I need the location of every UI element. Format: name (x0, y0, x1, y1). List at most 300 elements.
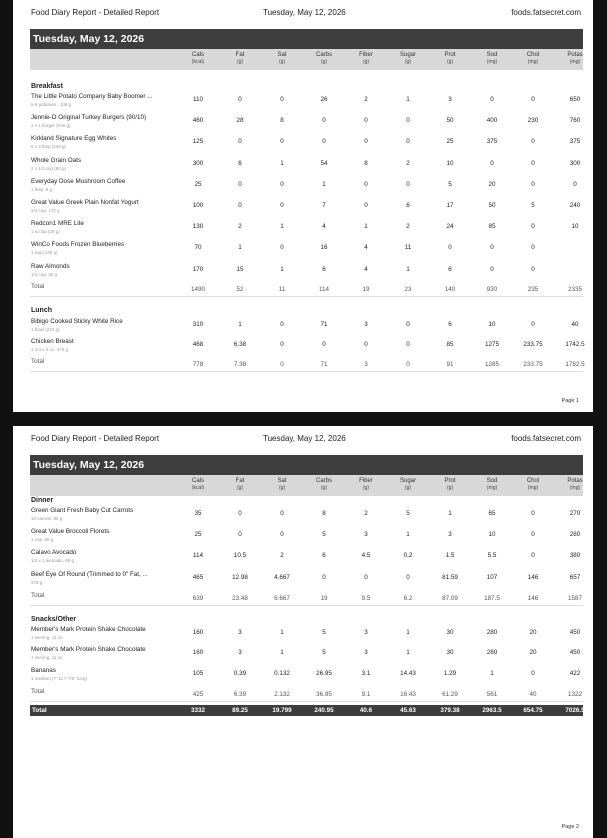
nutrient-value: 85 (488, 223, 496, 231)
column-name: Cals (191, 52, 204, 58)
nutrient-value: 1 (280, 649, 284, 656)
column-unit: (g) (320, 485, 328, 491)
nutrient-value: 6.2 (403, 595, 413, 602)
column-unit: (mg) (527, 485, 539, 491)
nutrient-value: 14.43 (400, 670, 416, 677)
nutrient-value: 25 (194, 531, 202, 538)
nutrient-value: 0 (448, 244, 452, 252)
nutrient-value: 15 (236, 265, 244, 273)
column-unit: (mg) (527, 59, 539, 65)
grand-total-label: Total (32, 707, 47, 714)
nutrient-value: 0 (238, 180, 242, 188)
column-header (302, 52, 346, 66)
nutrient-value: 3 (238, 649, 242, 656)
serving-size: 275 g (31, 580, 43, 585)
nutrient-value: 10 (488, 531, 496, 538)
nutrient-value: 0 (490, 159, 494, 167)
site-url: foods.fatsecret.com (511, 434, 581, 443)
section-title: Breakfast (31, 83, 63, 90)
serving-size: 4 1/4 x 4 oz, 476 g (31, 347, 69, 352)
nutrient-value: 10 (571, 223, 579, 231)
column-name: Prot (444, 52, 456, 58)
column-name: Sod (486, 478, 498, 484)
nutrient-value: 3 (364, 321, 368, 328)
nutrient-value: 0.39 (233, 670, 247, 677)
nutrient-value: 3 (448, 531, 452, 538)
site-url: foods.fatsecret.com (511, 8, 581, 17)
column-unit: (g) (446, 59, 454, 65)
column-header (176, 52, 220, 66)
nutrient-value: 1 (238, 321, 242, 328)
nutrient-value: 40 (529, 691, 537, 698)
nutrient-value: 1587 (567, 595, 582, 602)
column-name: Chol (526, 52, 540, 58)
nutrient-value: 0 (280, 321, 284, 328)
nutrient-value: 375 (569, 138, 581, 146)
nutrient-value: 422 (569, 670, 581, 677)
food-row (30, 646, 583, 667)
food-name: Kirkland Signature Egg Whites (31, 135, 117, 143)
column-unit: (g) (320, 59, 328, 65)
serving-size: 1/2 x 1 avocado, 68 g (31, 558, 75, 563)
page-header (31, 434, 581, 446)
nutrient-value: 0 (490, 244, 494, 252)
nutrient-value: 16.43 (400, 691, 416, 698)
day-bar: Tuesday, May 12, 2026 (30, 29, 583, 50)
nutrient-value: 0 (364, 341, 368, 348)
serving-size: 1 serving, 11 oz (31, 655, 63, 660)
grand-total-row (30, 705, 583, 716)
food-row (30, 263, 583, 284)
nutrient-value: 465 (192, 574, 204, 581)
nutrient-value: 0 (531, 159, 535, 167)
column-name: Carbs (315, 52, 332, 58)
nutrient-value: 30 (446, 629, 454, 636)
nutrient-value: 130 (192, 223, 204, 231)
food-name: Jennie-O Original Turkey Burgers (90/10) (31, 114, 147, 122)
nutrient-value: 0 (322, 138, 326, 146)
nutrient-value: 0 (280, 510, 284, 517)
column-name: Sat (277, 478, 287, 484)
column-unit: (g) (404, 485, 412, 491)
column-name: Sat (277, 52, 287, 58)
nutrient-value: 1 (406, 96, 410, 103)
report-page-1 (13, 0, 593, 412)
nutrient-value: 2 (406, 159, 410, 167)
grand-total-value: 2963.5 (482, 707, 502, 714)
grand-total-value: 379.38 (440, 707, 460, 714)
column-header (470, 478, 514, 492)
column-unit: (g) (404, 59, 412, 65)
nutrient-value: 5 (406, 510, 410, 517)
day-bar: Tuesday, May 12, 2026 (30, 455, 583, 476)
total-row (30, 358, 583, 372)
nutrient-value: 0 (531, 265, 535, 273)
nutrient-value: 0 (364, 117, 368, 125)
column-header (470, 52, 514, 66)
nutrient-value: 1.5 (445, 552, 455, 559)
nutrient-value: 3 (448, 96, 452, 103)
nutrient-value: 1 (364, 223, 368, 231)
section-title: Dinner (31, 497, 54, 504)
nutrient-value: 3 (238, 629, 242, 636)
column-header-row (30, 475, 583, 496)
nutrient-value: 6 (322, 552, 326, 559)
nutrient-value: 0 (531, 138, 535, 146)
column-unit: (g) (446, 485, 454, 491)
nutrient-value: 20 (488, 180, 496, 188)
nutrient-value: 26 (320, 96, 328, 103)
food-row (30, 318, 583, 339)
food-row (30, 571, 583, 592)
page-header (31, 8, 581, 20)
column-unit: (kcal) (191, 485, 205, 491)
food-name: Great Value Broccoli Florets (31, 528, 110, 535)
nutrient-value: 1 (490, 670, 494, 677)
column-unit: (kcal) (191, 59, 205, 65)
nutrient-value: 1322 (567, 691, 582, 698)
nutrient-value: 160 (192, 629, 204, 636)
nutrient-value: 0 (406, 341, 410, 348)
nutrient-value: 1490 (190, 286, 205, 293)
nutrient-value: 87.09 (442, 595, 458, 602)
nutrient-value: 170 (192, 265, 204, 273)
nutrient-value: 1 (280, 265, 284, 273)
nutrient-value: 160 (192, 649, 204, 656)
nutrient-value: 0 (280, 341, 284, 348)
nutrient-value: 0 (531, 321, 535, 328)
food-row (30, 199, 583, 220)
nutrient-value: 1 (406, 531, 410, 538)
nutrient-value: 25 (446, 138, 454, 146)
nutrient-value: 0 (364, 202, 368, 209)
nutrient-value: 6 (448, 321, 452, 328)
column-header (428, 52, 472, 66)
nutrient-value: 5.5 (487, 552, 497, 559)
nutrient-value: 0 (280, 202, 284, 209)
nutrient-value: 8 (280, 117, 284, 125)
nutrient-value: 5 (322, 531, 326, 538)
column-unit: (g) (278, 485, 286, 491)
column-name: Carbs (315, 478, 332, 484)
nutrient-value: 2 (406, 223, 410, 231)
nutrient-value: 0 (238, 531, 242, 538)
food-row (30, 220, 583, 241)
nutrient-value: 85 (446, 341, 454, 348)
serving-size: 1/4 cup, 30 g (31, 271, 58, 277)
food-name: Calavo Avocado (31, 549, 77, 556)
nutrient-value: 20 (529, 629, 537, 636)
nutrient-value: 1 (406, 265, 410, 273)
nutrient-value: 380 (569, 552, 581, 559)
nutrient-value: 1 (322, 180, 326, 188)
page-number: Page 2 (561, 824, 579, 830)
nutrient-value: 54 (320, 159, 328, 167)
serving-size: 1 cup, 85 g (31, 537, 54, 542)
nutrient-value: 639 (192, 595, 204, 602)
food-name: Member's Mark Protein Shake Chocolate (31, 626, 146, 633)
nutrient-value: 3 (364, 361, 368, 368)
nutrient-value: 70 (194, 244, 202, 252)
nutrient-value: 11 (404, 244, 412, 252)
food-name: Bananas (31, 667, 56, 674)
nutrient-value: 0 (531, 180, 535, 188)
nutrient-value: 235 (527, 286, 539, 293)
column-unit: (g) (362, 59, 370, 65)
nutrient-value: 146 (527, 574, 539, 581)
nutrient-value: 230 (527, 117, 539, 125)
nutrient-value: 6 (238, 159, 242, 167)
nutrient-value: 0 (280, 244, 284, 252)
nutrient-value: 930 (486, 286, 498, 293)
nutrient-value: 778 (192, 361, 204, 368)
column-name: Prot (444, 478, 456, 484)
nutrient-value: 270 (569, 510, 581, 517)
nutrient-value: 0.2 (403, 552, 413, 559)
nutrient-value: 0 (280, 531, 284, 538)
grand-total-value: 45.63 (400, 707, 416, 714)
nutrient-value: 187.5 (484, 595, 500, 602)
nutrient-value: 0 (531, 670, 535, 677)
nutrient-value: 50 (488, 202, 496, 209)
column-unit: (g) (278, 59, 286, 65)
nutrient-value: 310 (192, 321, 204, 328)
grand-total-value: 240.95 (314, 707, 334, 714)
nutrient-value: 0 (364, 574, 368, 581)
nutrient-value: 0 (573, 180, 577, 188)
nutrient-value: 1.29 (443, 670, 457, 677)
nutrient-value: 12.98 (232, 574, 248, 581)
nutrient-value: 0 (238, 138, 242, 146)
food-row (30, 135, 583, 156)
nutrient-value: 10 (488, 321, 496, 328)
column-name: Potas (567, 478, 583, 484)
nutrient-value: 25 (194, 180, 202, 188)
grand-total-value: 40.6 (359, 707, 373, 714)
nutrient-value: 0 (531, 531, 535, 538)
nutrient-value: 10 (446, 159, 454, 167)
nutrient-value: 0 (322, 574, 326, 581)
nutrient-value: 300 (192, 159, 204, 167)
nutrient-value: 233.75 (523, 361, 543, 368)
column-header (428, 478, 472, 492)
nutrient-value: 0 (490, 265, 494, 273)
nutrient-value: 52 (236, 286, 244, 293)
nutrient-value: 11 (278, 286, 286, 293)
serving-size: 1 cup (130 g) (31, 250, 58, 256)
column-name: Cals (191, 478, 204, 484)
nutrient-value: 8 (364, 159, 368, 167)
food-name: WinCo Foods Frozen Blueberries (31, 241, 125, 249)
column-name: Fat (235, 52, 245, 58)
nutrient-value: 6.38 (233, 341, 247, 348)
nutrient-value: 0 (280, 180, 284, 188)
serving-size: 1 scoop (29 g) (31, 229, 60, 235)
nutrient-value: 61.29 (442, 691, 458, 698)
report-page-2 (13, 426, 593, 838)
nutrient-value: 5 (448, 180, 452, 188)
nutrient-value: 0 (238, 510, 242, 517)
serving-size: 1 serving, 11 oz (31, 635, 63, 640)
nutrient-value: 280 (486, 629, 498, 636)
nutrient-value: 0 (364, 138, 368, 146)
nutrient-value: 0 (531, 552, 535, 559)
nutrient-value: 71 (320, 361, 328, 368)
nutrient-value: 36.95 (316, 691, 332, 698)
nutrient-value: 6 (322, 265, 326, 273)
nutrient-value: 2335 (567, 286, 582, 293)
nutrient-value: 146 (527, 595, 539, 602)
column-name: Potas (567, 52, 583, 58)
column-header (386, 52, 430, 66)
serving-size: 1 tbsp, 9 g (31, 186, 53, 192)
nutrient-value: 81.59 (442, 574, 458, 581)
nutrient-value: 114 (192, 552, 204, 559)
nutrient-value: 71 (320, 321, 328, 328)
nutrient-value: 20 (529, 649, 537, 656)
nutrient-value: 140 (444, 286, 456, 293)
nutrient-value: 4 (364, 244, 368, 252)
column-header (511, 478, 555, 492)
nutrient-value: 425 (192, 691, 204, 698)
nutrient-value: 450 (569, 649, 581, 656)
nutrient-value: 3 (364, 629, 368, 636)
food-name: Green Giant Fresh Baby Cut Carrots (31, 507, 134, 514)
column-name: Fat (235, 478, 245, 484)
nutrient-value: 105 (192, 670, 204, 677)
nutrient-value: 114 (318, 286, 330, 293)
column-header (553, 478, 593, 492)
food-row (30, 667, 583, 688)
food-name: Beef Eye Of Round (Trimmed to 0" Fat, ... (31, 571, 148, 578)
nutrient-value: 26.95 (316, 670, 332, 677)
nutrient-value: 6 (406, 202, 410, 209)
column-header (260, 478, 304, 492)
total-label: Total (31, 592, 45, 599)
serving-size: 10 carrots, 85 g (31, 516, 63, 521)
nutrient-value: 2 (238, 223, 242, 231)
nutrient-value: 0 (322, 117, 326, 125)
nutrient-value: 0 (531, 96, 535, 103)
nutrient-value: 4 (364, 265, 368, 273)
header-date: Tuesday, May 12, 2026 (263, 8, 346, 17)
column-header (511, 52, 555, 66)
food-name: The Little Potato Company Baby Boomer ... (31, 93, 153, 100)
nutrient-value: 1 (280, 223, 284, 231)
total-row (30, 688, 583, 702)
report-title: Food Diary Report - Detailed Report (31, 434, 160, 443)
nutrient-value: 17 (446, 202, 454, 209)
nutrient-value: 1275 (484, 341, 499, 348)
nutrient-value: 0 (490, 96, 494, 103)
nutrient-value: 8 (322, 510, 326, 517)
nutrient-value: 2.132 (274, 691, 290, 698)
nutrient-value: 5 (322, 629, 326, 636)
food-row (30, 338, 583, 359)
nutrient-value: 2 (364, 96, 368, 103)
nutrient-value: 0 (322, 341, 326, 348)
food-row (30, 93, 583, 114)
nutrient-value: 0 (531, 244, 535, 252)
serving-size: 2 x 1/3 cup (80 g) (31, 165, 67, 171)
food-name: Raw Almonds (31, 262, 70, 270)
grand-total-value: 7026.5 (565, 707, 585, 714)
total-row (30, 283, 583, 297)
nutrient-value: 468 (192, 341, 204, 348)
nutrient-value: 1 (448, 510, 452, 517)
nutrient-value: 0 (531, 510, 535, 517)
nutrient-value: 0 (406, 361, 410, 368)
column-name: Chol (526, 478, 540, 484)
section-title: Snacks/Other (31, 616, 77, 623)
nutrient-value: 0 (406, 180, 410, 188)
column-header (218, 52, 262, 66)
nutrient-value: 2 (364, 510, 368, 517)
nutrient-value: 0.132 (274, 670, 290, 677)
column-header (344, 478, 388, 492)
nutrient-value: 1 (280, 159, 284, 167)
nutrient-value: 0 (364, 180, 368, 188)
nutrient-value: 0 (238, 202, 242, 209)
column-name: Fiber (359, 52, 373, 58)
nutrient-value: 10.5 (233, 552, 247, 559)
nutrient-value: 91 (446, 361, 454, 368)
food-row (30, 157, 583, 178)
nutrient-value: 2 (280, 552, 284, 559)
nutrient-value: 23.48 (232, 595, 248, 602)
nutrient-value: 233.75 (523, 341, 543, 348)
column-header (386, 478, 430, 492)
column-unit: (g) (236, 485, 244, 491)
nutrient-value: 0 (280, 361, 284, 368)
column-unit: (mg) (569, 59, 581, 65)
food-row (30, 528, 583, 549)
food-row (30, 507, 583, 528)
food-name: Great Value Greek Plain Nonfat Yogurt (31, 199, 139, 206)
nutrient-value: 23 (404, 286, 412, 293)
nutrient-value: 110 (192, 96, 204, 103)
nutrient-value: 50 (446, 117, 454, 125)
column-name: Sod (486, 52, 498, 58)
grand-total-value: 19.799 (272, 707, 292, 714)
nutrient-value: 280 (486, 649, 498, 656)
food-row (30, 241, 583, 262)
nutrient-value: 107 (486, 574, 498, 581)
nutrient-value: 561 (486, 691, 498, 698)
column-unit: (mg) (486, 485, 498, 491)
nutrient-value: 125 (192, 138, 204, 146)
nutrient-value: 1 (238, 244, 242, 252)
nutrient-value: 4 (322, 223, 326, 231)
column-name: Fiber (359, 478, 373, 484)
nutrient-value: 3.1 (361, 670, 371, 677)
nutrient-value: 300 (569, 159, 581, 167)
nutrient-value: 5 (322, 649, 326, 656)
nutrient-value: 3 (364, 531, 368, 538)
nutrient-value: 100 (192, 202, 204, 209)
nutrient-value: 0 (406, 117, 410, 125)
food-row (30, 114, 583, 135)
column-header (553, 52, 593, 66)
grand-total-value: 654.75 (523, 707, 543, 714)
serving-size: 5 x 3 tbsp (230 g) (31, 144, 67, 150)
column-header (344, 52, 388, 66)
nutrient-value: 7 (322, 202, 326, 209)
nutrient-value: 0 (238, 96, 242, 103)
serving-size: 2 x 1 burger (226 g) (31, 123, 71, 129)
nutrient-value: 0 (406, 321, 410, 328)
column-unit: (mg) (569, 485, 581, 491)
